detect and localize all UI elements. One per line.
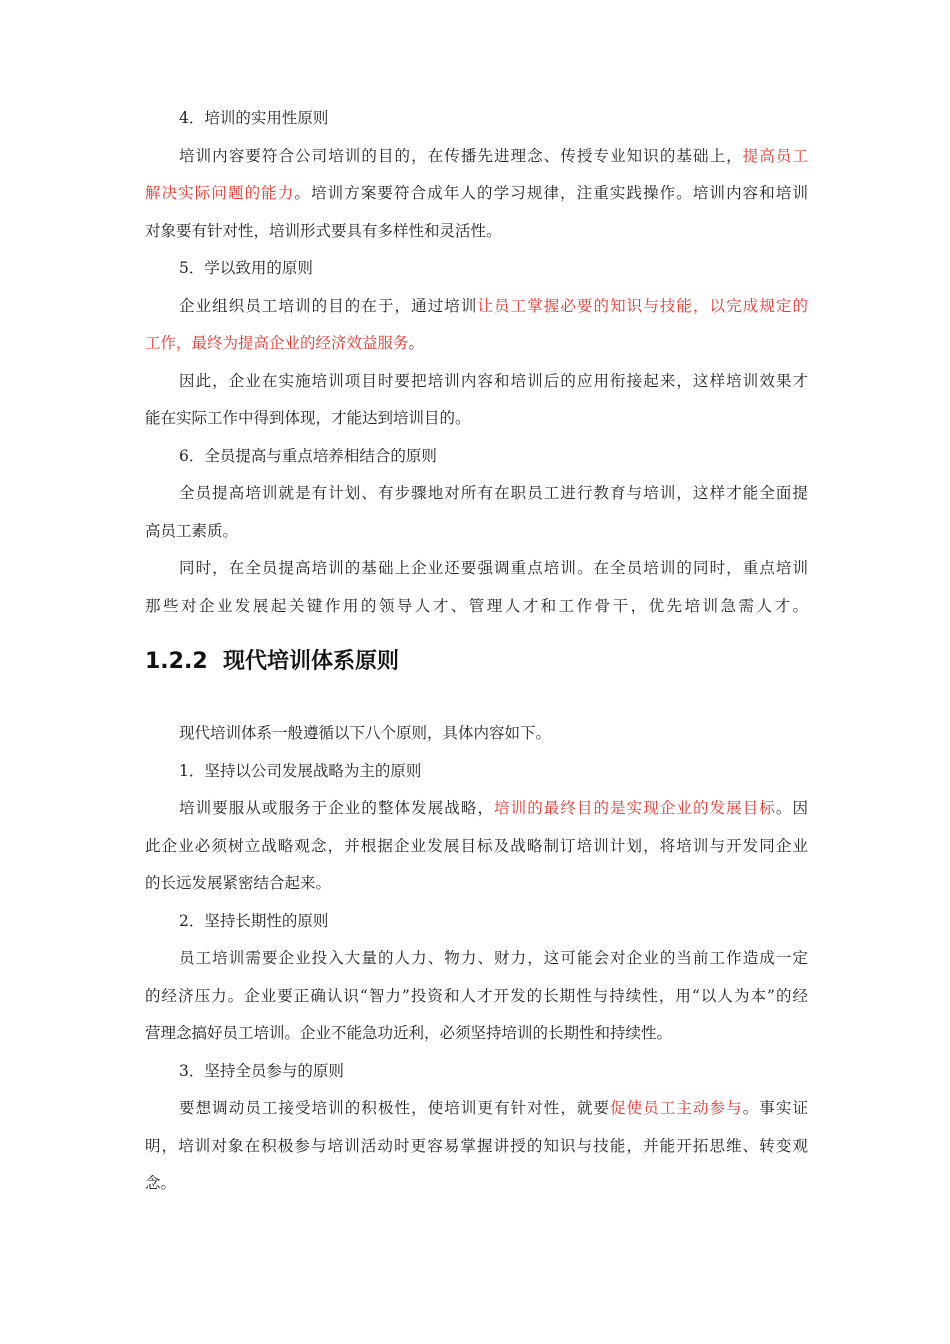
rule-3-text-line-3: 念。: [145, 1174, 177, 1192]
rule-2-text-line-2: 的经济压力。企业要正确认识“智力”投资和人才开发的长期性与持续性，用“以人为本”的经: [145, 987, 808, 1005]
rule-1-text-line-3: 的长远发展紧密结合起来。: [145, 874, 332, 892]
text-run: 。因: [775, 799, 808, 817]
rule-1-text-line-2: 此企业必须树立战略观念，并根据企业发展目标及战略制订培训计划，将培训与开发同企业: [145, 837, 808, 855]
principle-5-text-line-1: [179, 296, 808, 316]
text-run: 。培训方案要符合成年人的学习规律，注重实践操作。培训内容和培训: [294, 184, 808, 202]
highlight-text: 促使员工主动参与: [610, 1099, 743, 1117]
principle-4-text-line-3: 对象要有针对性，培训形式要具有多样性和灵活性。: [145, 222, 502, 240]
highlight-text: 培训的最终目的是实现企业的发展目标: [494, 799, 776, 817]
rule-1-title: 1．坚持以公司发展战略为主的原则: [179, 762, 422, 780]
principle-5-text-line-2: [145, 333, 808, 353]
text-run: 企业组织员工培训的目的在于，通过培训: [179, 297, 478, 315]
text-run: 培训内容要符合公司培训的目的，在传播先进理念、传授专业知识的基础上，: [179, 147, 743, 165]
principle-5b-text-line-2: 能在实际工作中得到体现，才能达到培训目的。: [145, 409, 471, 427]
highlight-text: 工作，最终为提高企业的经济效益服务: [145, 334, 409, 352]
highlight-text: 让员工掌握必要的知识与技能，以完成规定的: [477, 297, 808, 315]
text-run: 要想调动员工接受培训的积极性，使培训更有针对性，就要: [179, 1099, 611, 1117]
principle-5b-text-line-1: 因此，企业在实施培训项目时要把培训内容和培训后的应用衔接起来，这样培训效果才: [179, 372, 808, 390]
rule-2-text-line-3: 营理念搞好员工培训。企业不能急功近利，必须坚持培训的长期性和持续性。: [145, 1024, 673, 1042]
rule-3-title: 3．坚持全员参与的原则: [179, 1062, 344, 1080]
principle-6-text-line-1: 全员提高培训就是有计划、有步骤地对所有在职员工进行教育与培训，这样才能全面提: [179, 484, 808, 502]
principle-5-title: 5．学以致用的原则: [179, 259, 313, 277]
principle-6b-text-line-1: 同时，在全员提高培训的基础上企业还要强调重点培训。在全员培训的同时，重点培训: [179, 559, 808, 577]
section-heading: [145, 647, 808, 677]
rule-3-text-line-2: 明，培训对象在积极参与培训活动时更容易掌握讲授的知识与技能，并能开拓思维、转变观: [145, 1137, 808, 1155]
principle-6b-text-line-2: 那些对企业发展起关键作用的领导人才、管理人才和工作骨干，优先培训急需人才。: [145, 597, 808, 615]
rule-2-text-line-1: 员工培训需要企业投入大量的人力、物力、财力，这可能会对企业的当前工作造成一定: [179, 949, 808, 967]
rule-2-title: 2．坚持长期性的原则: [179, 912, 329, 930]
principle-4-title: 4．培训的实用性原则: [179, 109, 329, 127]
principle-4-text-line-1: [179, 146, 808, 166]
rule-1-text-line-1: [179, 798, 808, 818]
rule-3-text-line-1: [179, 1098, 808, 1118]
principle-4-text-line-2: [145, 183, 808, 203]
principle-6-text-line-2: 高员工素质。: [145, 522, 239, 540]
section-number: 1.2.2: [145, 649, 208, 674]
section-intro: 现代培训体系一般遵循以下八个原则，具体内容如下。: [179, 724, 552, 742]
principle-6-title: 6．全员提高与重点培养相结合的原则: [179, 447, 437, 465]
section-title: 现代培训体系原则: [223, 649, 400, 674]
highlight-text: 提高员工: [742, 147, 808, 165]
text-run: 。: [408, 334, 425, 352]
text-run: 。事实证: [742, 1099, 808, 1117]
text-run: 培训要服从或服务于企业的整体发展战略，: [179, 799, 495, 817]
highlight-text: 解决实际问题的能力: [145, 184, 295, 202]
